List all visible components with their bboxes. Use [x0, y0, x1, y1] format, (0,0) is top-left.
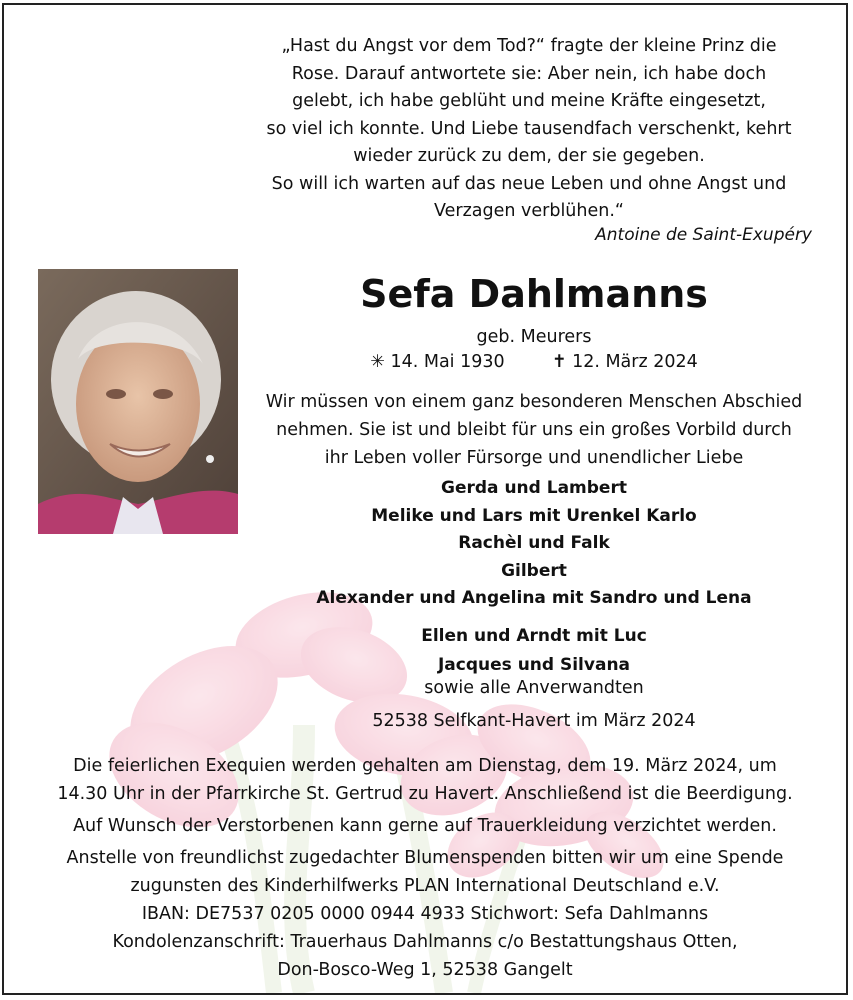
quote-line: wieder zurück zu dem, der sie gegeben. [353, 146, 705, 166]
portrait-photo [38, 269, 238, 534]
family-list [234, 475, 834, 613]
place-date: 52538 Selfkant-Havert im März 2024 [372, 711, 696, 731]
family-member: Gerda und Lambert [441, 478, 627, 498]
farewell-line: nehmen. Sie ist und bleibt für uns ein großes Vorbild durch [276, 420, 792, 440]
service-line: 14.30 Uhr in der Pfarrkirche St. Gertrud zu Havert. Anschließend ist die Beerdigung. [57, 784, 793, 804]
donation-line: Anstelle von freundlichst zugedachter Blumenspenden bitten wir um eine Spende [66, 848, 784, 868]
quote-line: gelebt, ich habe geblüht und meine Kräfte eingesetzt, [292, 91, 766, 111]
farewell-line: ihr Leben voller Fürsorge und unendlicher Liebe [324, 448, 744, 468]
quote-line: so viel ich konnte. Und Liebe tausendfach verschenkt, kehrt [266, 118, 792, 139]
service-info [4, 752, 846, 988]
condolence-address: Kondolenzanschrift: Trauerhaus Dahlmanns c/o Bestattungshaus Otten, [112, 932, 738, 952]
quote-line: „Hast du Angst vor dem Tod?“ fragte der kleine Prinz die [281, 36, 777, 56]
farewell-text [234, 388, 834, 472]
clothing-note: Auf Wunsch der Verstorbenen kann gerne auf Trauerkleidung verzichtet werden. [73, 816, 777, 836]
family-member: Alexander und Angelina mit Sandro und Lena [316, 588, 752, 608]
family-member: Gilbert [501, 560, 567, 581]
family-member: Melike und Lars mit Urenkel Karlo [371, 505, 697, 526]
birth-date: 14. Mai 1930 [390, 352, 505, 372]
death-cross-icon: ✝ [551, 352, 567, 372]
condolence-address: Don-Bosco-Weg 1, 52538 Gangelt [277, 960, 573, 980]
birth-star-icon: ✳ [370, 352, 385, 372]
death-date: 12. März 2024 [572, 352, 698, 372]
iban-line: IBAN: DE7537 0205 0000 0944 4933 Stichwort: Sefa Dahlmanns [141, 904, 709, 924]
family-member: Ellen und Arndt mit Luc [421, 626, 647, 646]
quote-line: Verzagen verblühen.“ [434, 201, 624, 221]
donation-line: zugunsten des Kinderhilfwerks PLAN International Deutschland e.V. [130, 876, 720, 896]
donation-info [4, 844, 846, 984]
family-member: Jacques und Silvana [437, 655, 631, 675]
service-line: Die feierlichen Exequien werden gehalten am Dienstag, dem 19. März 2024, um [73, 756, 777, 776]
quote-line: Rose. Darauf antwortete sie: Aber nein, ich habe doch [291, 63, 767, 84]
obituary-frame [2, 3, 848, 995]
quote-author: Antoine de Saint-Exupéry [595, 225, 812, 245]
deceased-name: Sefa Dahlmanns [360, 272, 708, 316]
family-list-2 [234, 622, 834, 680]
farewell-line: Wir müssen von einem ganz besonderen Menschen Abschied [265, 392, 803, 412]
relatives-line: sowie alle Anverwandten [424, 678, 644, 698]
service-details [4, 752, 846, 808]
life-dates [234, 352, 834, 372]
quote [229, 33, 829, 226]
family-member: Rachèl und Falk [458, 533, 610, 553]
maiden-name: geb. Meurers [476, 327, 592, 347]
quote-line: So will ich warten auf das neue Leben und ohne Angst und [271, 173, 787, 194]
